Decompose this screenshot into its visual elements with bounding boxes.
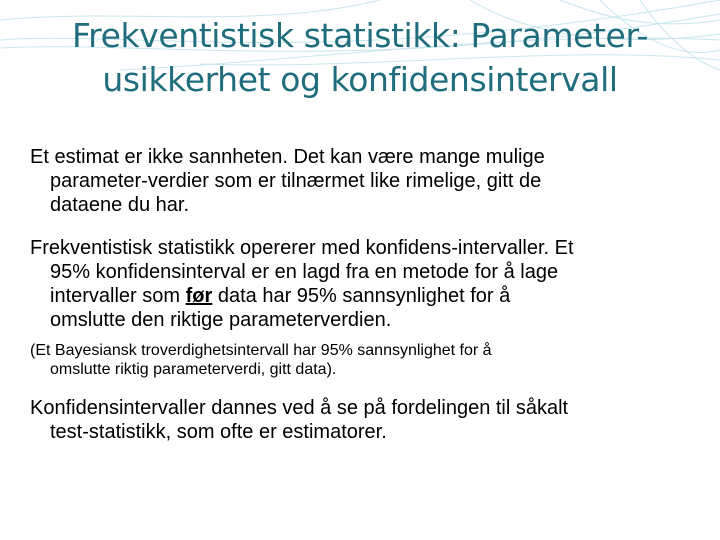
- slide-title-line: usikkerhet og konfidensintervall: [102, 60, 618, 99]
- paragraph-test-statistic: [30, 396, 690, 444]
- paragraph-line: omslutte den riktige parameterverdien.: [50, 309, 392, 331]
- slide-title-line: Frekventistisk statistikk: Parameter-: [71, 16, 649, 55]
- line-text: data har 95% sannsynlighet for å: [212, 285, 511, 307]
- paragraph-line: Konfidensintervaller dannes ved å se på fordelingen til såkalt: [30, 397, 569, 419]
- slide-title: [0, 14, 720, 102]
- paragraph-line: Frekventistisk statistikk opererer med konfidens-intervaller. Et: [30, 237, 574, 259]
- paragraph-line: omslutte riktig parameterverdi, gitt data).: [50, 361, 337, 378]
- paragraph-frequentist: [30, 236, 690, 332]
- paragraph-line: 95% konfidensinterval er en lagd fra en metode for å lage: [50, 261, 559, 283]
- paragraph-line: Et estimat er ikke sannheten. Det kan være mange mulige: [30, 146, 545, 168]
- paragraph-estimate: [30, 145, 690, 217]
- line-text: intervaller som: [50, 285, 186, 307]
- paragraph-line: [30, 284, 690, 308]
- slide-body: [30, 145, 690, 444]
- paragraph-line: parameter-verdier som er tilnærmet like rimelige, gitt de: [50, 170, 542, 192]
- paragraph-line: test-statistikk, som ofte er estimatorer.: [50, 421, 387, 443]
- paragraph-line: dataene du har.: [50, 194, 190, 216]
- paragraph-bayesian-note: [30, 341, 690, 379]
- emphasized-word: før: [185, 285, 213, 307]
- paragraph-line: (Et Bayesiansk troverdighetsintervall har 95% sannsynlighet for å: [30, 342, 492, 359]
